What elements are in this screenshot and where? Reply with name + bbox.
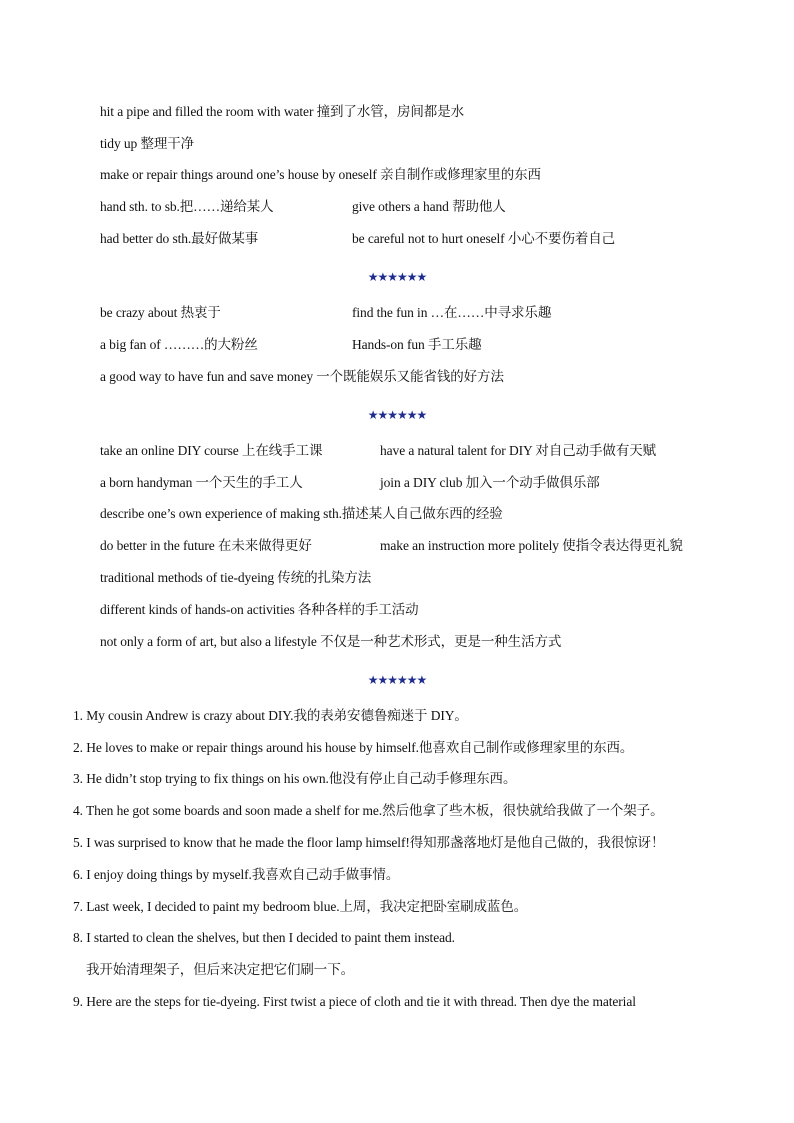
sentence-7: 7. Last week, I decided to paint my bedroom blue.上周，我决定把卧室刷成蓝色。 [73, 899, 528, 914]
phrase-right: give others a hand 帮助他人 [352, 199, 506, 214]
phrase-left: a big fan of ………的大粉丝 [100, 337, 258, 352]
phrase-left: a born handyman 一个天生的手工人 [100, 475, 303, 490]
star-separator: ★★★★★★ [367, 673, 427, 687]
sentence-9: 9. Here are the steps for tie-dyeing. First twist a piece of cloth and tie it with thread. Then dye the material [73, 994, 636, 1009]
star-separator: ★★★★★★ [367, 270, 427, 284]
sentence-4: 4. Then he got some boards and soon made a shelf for me.然后他拿了些木板，很快就给我做了一个架子。 [73, 803, 664, 818]
phrase-line: make or repair things around one’s house by oneself 亲自制作或修理家里的东西 [100, 167, 541, 182]
phrase-left: be crazy about 热衷于 [100, 305, 221, 320]
star-separator: ★★★★★★ [367, 408, 427, 422]
phrase-right: join a DIY club 加入一个动手做俱乐部 [380, 475, 600, 490]
phrase-right: be careful not to hurt oneself 小心不要伤着自己 [352, 231, 616, 246]
sentence-3: 3. He didn’t stop trying to fix things on his own.他没有停止自己动手修理东西。 [73, 771, 517, 786]
phrase-line: describe one’s own experience of making sth.描述某人自己做东西的经验 [100, 506, 503, 521]
phrase-right: Hands-on fun 手工乐趣 [352, 337, 482, 352]
phrase-right: find the fun in …在……中寻求乐趣 [352, 305, 552, 320]
phrase-left: had better do sth.最好做某事 [100, 231, 259, 246]
sentence-2: 2. He loves to make or repair things around his house by himself.他喜欢自己制作或修理家里的东西。 [73, 740, 634, 755]
phrase-line: tidy up 整理干净 [100, 136, 195, 151]
sentence-8: 8. I started to clean the shelves, but then I decided to paint them instead. [73, 930, 455, 945]
phrase-line: not only a form of art, but also a lifestyle 不仅是一种艺术形式，更是一种生活方式 [100, 634, 562, 649]
sentence-5: 5. I was surprised to know that he made the floor lamp himself!得知那盏落地灯是他自己做的，我很惊讶！ [73, 835, 665, 850]
phrase-line: traditional methods of tie-dyeing 传统的扎染方法 [100, 570, 372, 585]
phrase-left: hand sth. to sb.把……递给某人 [100, 199, 274, 214]
sentence-1: 1. My cousin Andrew is crazy about DIY.我的表弟安德鲁痴迷于 DIY。 [73, 708, 468, 723]
sentence-8-translation: 我开始清理架子，但后来决定把它们刷一下。 [86, 962, 354, 977]
phrase-line: different kinds of hands-on activities 各种各样的手工活动 [100, 602, 419, 617]
phrase-left: take an online DIY course 上在线手工课 [100, 443, 323, 458]
phrase-left: do better in the future 在未来做得更好 [100, 538, 312, 553]
phrase-right: make an instruction more politely 使指令表达得更礼貌 [380, 538, 683, 553]
phrase-right: have a natural talent for DIY 对自己动手做有天赋 [380, 443, 657, 458]
sentence-6: 6. I enjoy doing things by myself.我喜欢自己动手做事情。 [73, 867, 400, 882]
phrase-line: hit a pipe and filled the room with water 撞到了水管，房间都是水 [100, 104, 465, 119]
phrase-line: a good way to have fun and save money 一个既能娱乐又能省钱的好方法 [100, 369, 504, 384]
